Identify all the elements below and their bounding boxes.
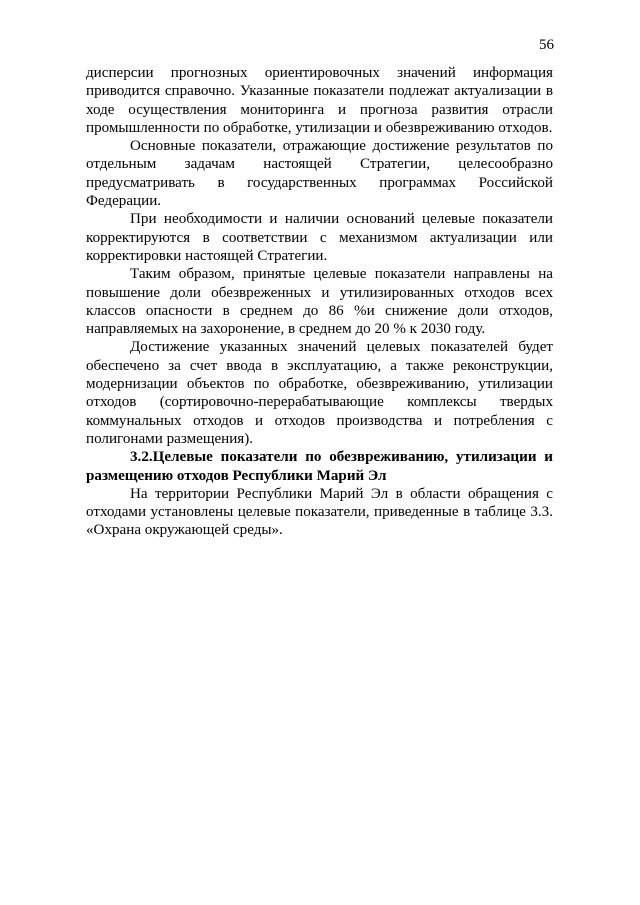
document-body [86,64,553,540]
paragraph: На территории Республики Марий Эл в области обращения с отходами установлены целевые показатели, приведенные в таблице 3.3. «Охрана окружающей среды». [86,485,553,539]
paragraph: При необходимости и наличии оснований целевые показатели корректируются в соответствии с механизмом актуализации или корректировки настоящей Стратегии. [86,211,553,264]
paragraph: Достижение указанных значений целевых показателей будет обеспечено за счет ввода в эксплуатацию, а также реконструкции, модернизации объектов по обработке, обезвреживанию, утилизации отходов (сортировочно-перерабатывающие комплексы твердых коммунальных отходов и отходов производства и потребления с полигонами размещения). [86,339,553,447]
paragraph: дисперсии прогнозных ориентировочных значений информация приводится справочно. Указанные показатели подлежат актуализации в ходе осуществления мониторинга и прогноза развития отрасли промышленности по обработке, утилизации и обезвреживанию отходов. [86,65,553,136]
paragraph: Основные показатели, отражающие достижение результатов по отдельным задачам настоящей Стратегии, целесообразно предусматривать в государственных программах Российской Федерации. [86,138,553,210]
section-heading: 3.2.Целевые показатели по обезвреживанию, утилизации и размещению отходов Республики Марий Эл [86,449,553,484]
paragraph: Таким образом, принятые целевые показатели направлены на повышение доли обезвреженных и утилизированных отходов всех классов опасности в среднем до 86 %и снижение доли отходов, направляемых на захоронение, в среднем до 20 % к 2030 году. [86,266,553,338]
page-number: 56 [539,37,554,53]
